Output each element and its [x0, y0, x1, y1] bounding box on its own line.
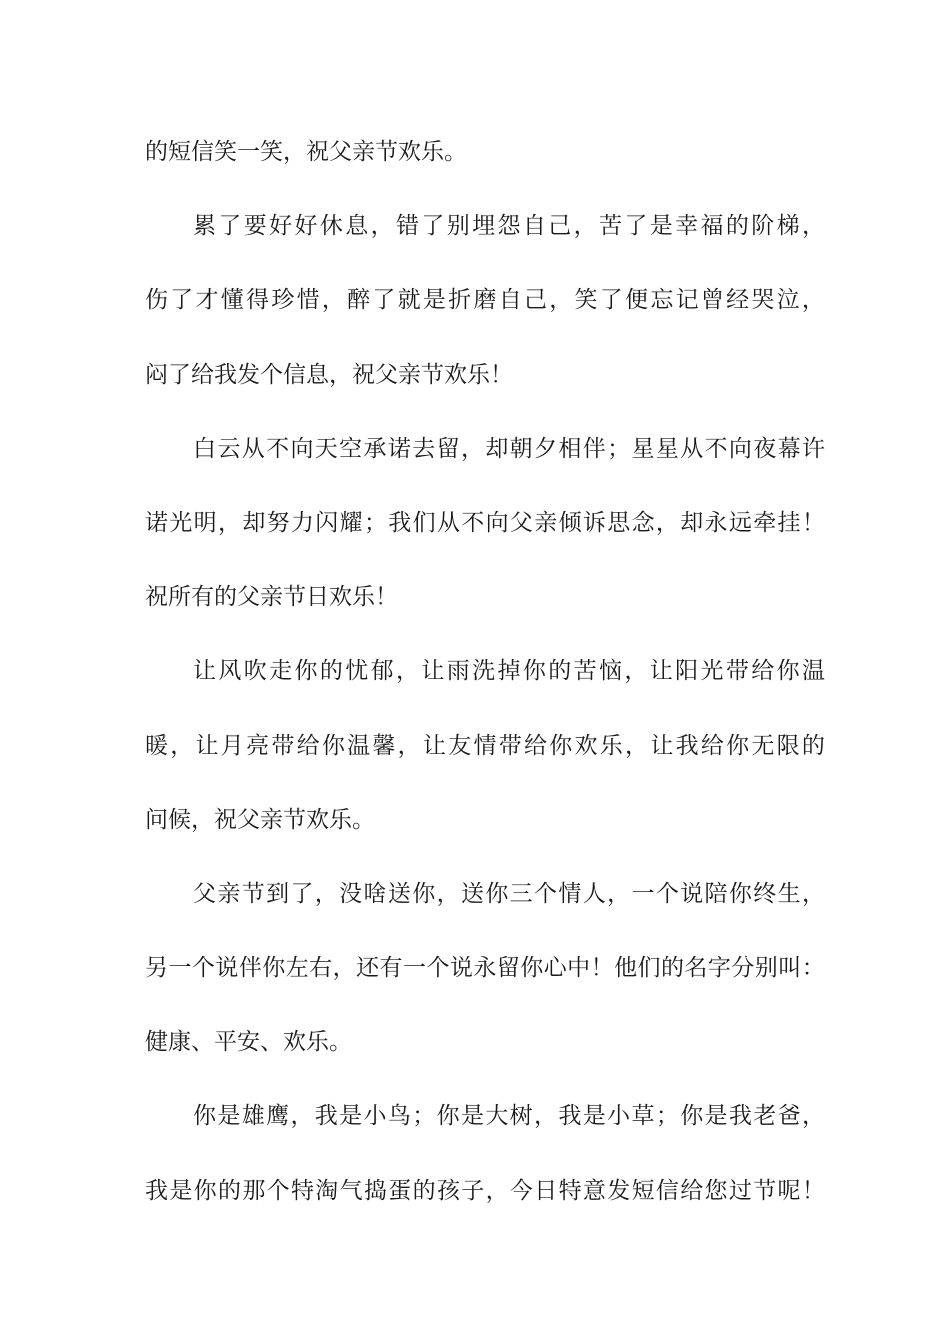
text-line: 你 是 雄 鹰 ， 我 是 小 鸟 ； 你 是 大 树 ， 我 是 小 草 ； 你 是 我 老 爸 ， — [193, 1103, 825, 1130]
text-line: 闷了给我发个信息，祝父亲节欢乐！ — [145, 361, 513, 388]
text-line: 祝所有的父亲节日欢乐！ — [145, 584, 398, 611]
text-line: 问候，祝父亲节欢乐。 — [145, 806, 375, 833]
text-line: 我 是 你 的 那 个 特 淘 气 捣 蛋 的 孩 子 ， 今 日 特 意 发 短 信 给 您 过 节 呢 ！ — [145, 1177, 825, 1204]
text-line: 的短信笑一笑，祝父亲节欢乐。 — [145, 139, 467, 165]
text-line: 另 一 个 说 伴 你 左 右 ， 还 有 一 个 说 永 留 你 心 中 ！ 他 们 的 名 字 分 别 叫 ： — [145, 955, 825, 982]
text-line: 白 云 从 不 向 天 空 承 诺 去 留 ， 却 朝 夕 相 伴 ； 星 星 从 不 向 夜 幕 许 — [193, 435, 825, 462]
text-line: 父 亲 节 到 了 ， 没 啥 送 你 ， 送 你 三 个 情 人 ， 一 个 说 陪 你 终 生 ， — [193, 880, 825, 907]
text-line: 诺 光 明 ， 却 努 力 闪 耀 ； 我 们 从 不 向 父 亲 倾 诉 思 念 ， 却 永 远 牵 挂 ！ — [145, 509, 825, 536]
document-body — [145, 129, 825, 1242]
text-line: 让 风 吹 走 你 的 忧 郁 ， 让 雨 洗 掉 你 的 苦 恼 ， 让 阳 光 带 给 你 温 — [193, 658, 825, 685]
text-line: 暖 ， 让 月 亮 带 给 你 温 馨 ， 让 友 情 带 给 你 欢 乐 ， 让 我 给 你 无 限 的 — [145, 732, 825, 759]
text-line: 伤 了 才 懂 得 珍 惜 ， 醉 了 就 是 折 磨 自 己 ， 笑 了 便 忘 记 曾 经 哭 泣 ， — [145, 287, 825, 314]
text-line: 累 了 要 好 好 休 息 ， 错 了 别 埋 怨 自 己 ， 苦 了 是 幸 福 的 阶 梯 ， — [193, 213, 825, 240]
text-line: 健康、平安、欢乐。 — [145, 1029, 352, 1056]
